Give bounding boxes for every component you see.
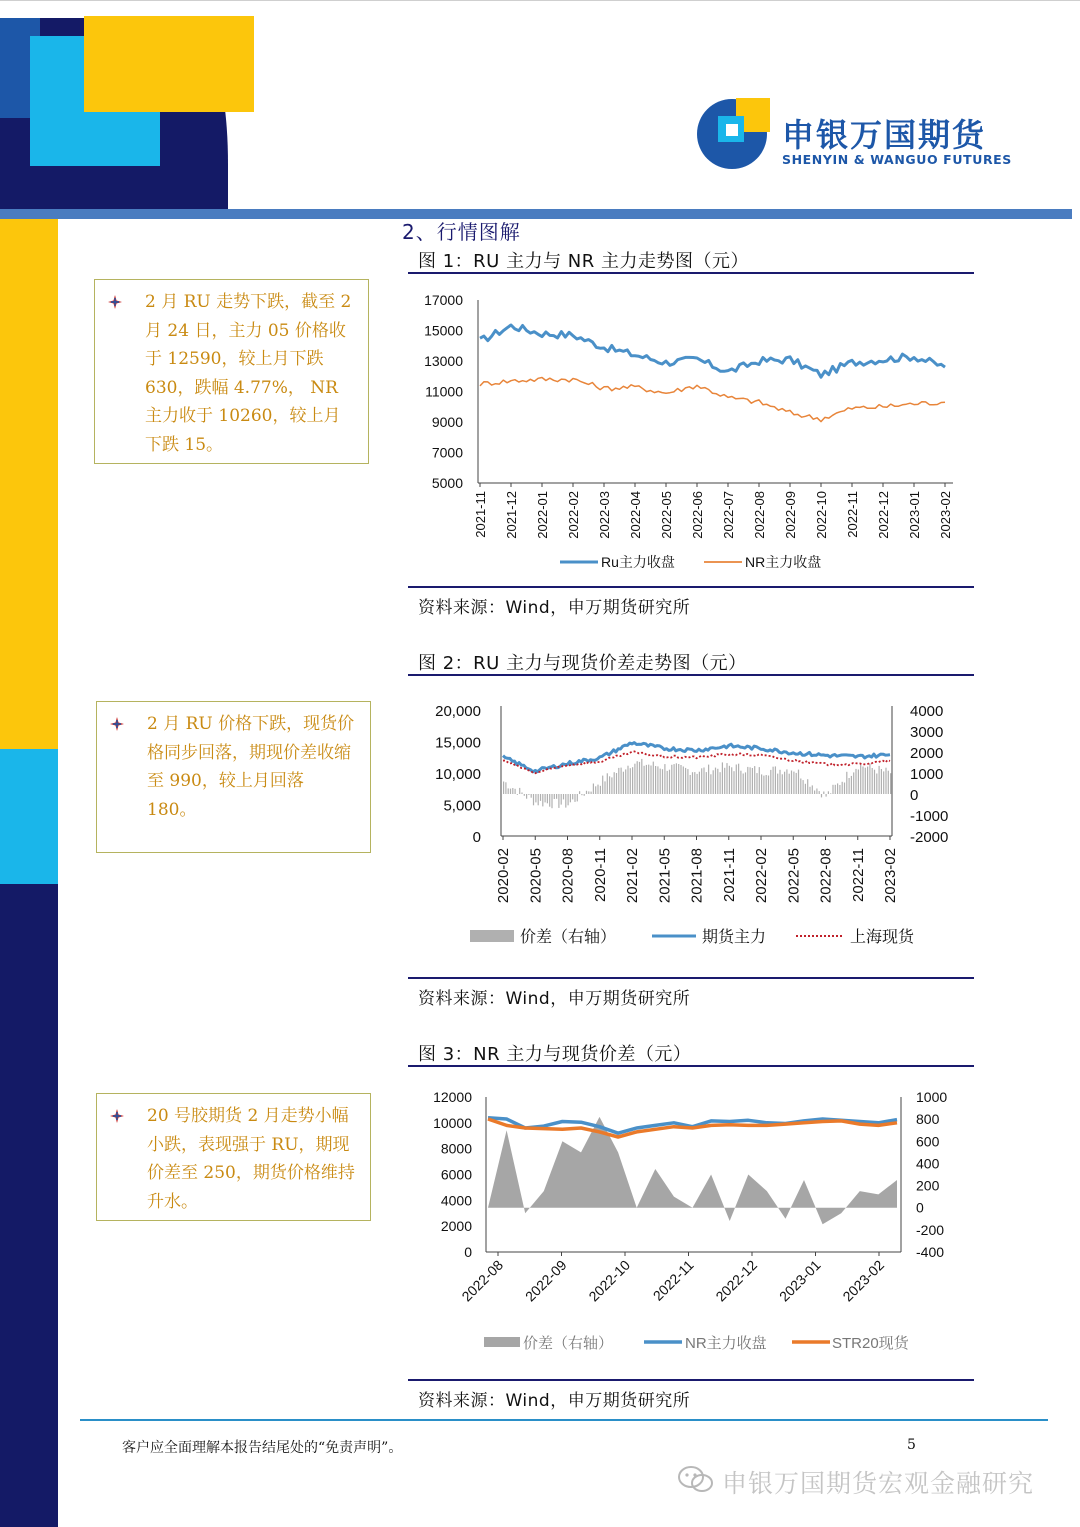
spread-bar <box>588 791 589 794</box>
y2-tick-label: 200 <box>916 1177 940 1194</box>
callout-1 <box>94 279 369 464</box>
y-tick-label: 17000 <box>424 292 463 308</box>
callout-1-text: 2 月 RU 走势下跌，截至 2 月 24 日，主力 05 价格收于 12590，较上月下跌 630，跌幅 4.77%， NR 主力收于 10260，较上月下跌 15。 <box>145 292 352 455</box>
spread-bar <box>595 786 596 794</box>
legend-label-spot: 上海现货 <box>850 929 915 946</box>
header-decoration <box>0 0 260 210</box>
spread-bar <box>662 769 663 794</box>
figure-3-source: 资料来源：Wind，申万期货研究所 <box>418 1391 691 1411</box>
x-tick-label: 2022-12 <box>712 1256 761 1305</box>
spread-bar <box>680 765 681 794</box>
spread-bar <box>724 768 725 794</box>
legend-label-futures: 期货主力 <box>702 929 767 946</box>
spread-bar <box>627 766 628 794</box>
spread-bar <box>883 771 884 794</box>
callout-3 <box>96 1093 371 1221</box>
spread-bar <box>763 776 764 794</box>
x-tick-label: 2021-12 <box>504 491 519 539</box>
spread-bar <box>570 794 571 802</box>
y2-tick-label: 800 <box>916 1111 940 1128</box>
spread-bar <box>579 791 580 794</box>
spread-bar <box>703 768 704 795</box>
spread-bar <box>779 770 780 794</box>
figure-2-chart <box>408 690 974 960</box>
y-tick-label: 15,000 <box>435 734 481 752</box>
spread-bar <box>572 794 573 799</box>
y2-tick-label: 0 <box>916 1199 924 1216</box>
spread-bar <box>669 770 670 794</box>
spread-bar <box>614 772 615 794</box>
spread-bar <box>600 786 601 794</box>
spread-bar <box>784 772 785 794</box>
y-tick-label: 12000 <box>433 1089 472 1105</box>
spread-bar <box>524 794 525 796</box>
spread-bar <box>782 774 783 794</box>
y-tick-label: 0 <box>472 829 481 846</box>
spread-bar <box>869 763 870 794</box>
spread-bar <box>542 794 543 806</box>
spread-bar <box>531 794 532 798</box>
spread-bar <box>807 779 808 794</box>
spread-bar <box>611 777 612 794</box>
spread-bar <box>676 763 677 794</box>
x-tick-label: 2023-02 <box>839 1256 888 1305</box>
spread-bar <box>706 772 707 794</box>
spread-bar <box>568 794 569 805</box>
spread-bar <box>556 794 557 799</box>
figure-1-source: 资料来源：Wind，申万期货研究所 <box>418 598 691 618</box>
legend-label-nr: NR主力收盘 <box>745 554 822 570</box>
spread-bar <box>674 764 675 794</box>
legend-label-str20: STR20现货 <box>832 1335 909 1352</box>
y-tick-label: 13000 <box>424 353 463 369</box>
spread-bar <box>872 768 873 794</box>
spread-bar <box>800 779 801 795</box>
x-tick-label: 2021-08 <box>688 848 706 904</box>
spread-bar <box>634 764 635 794</box>
spread-bar <box>793 772 794 794</box>
x-tick-label: 2023-02 <box>938 491 953 539</box>
legend-label-nr: NR主力收盘 <box>685 1335 767 1352</box>
spread-bar <box>547 794 548 803</box>
x-tick-label: 2022-11 <box>849 848 867 902</box>
figure-2-bottom-rule <box>408 977 974 979</box>
figure-1-bottom-rule <box>408 586 974 588</box>
spread-bar <box>632 767 633 794</box>
x-tick-label: 2022-08 <box>752 491 767 539</box>
spread-bar <box>701 768 702 794</box>
spread-bar <box>533 794 534 805</box>
x-tick-label: 2022-10 <box>814 491 829 539</box>
x-tick-label: 2022-09 <box>521 1256 570 1305</box>
spread-bar <box>558 794 559 808</box>
x-tick-label: 2022-11 <box>649 1256 697 1304</box>
figure-3-top-rule <box>408 1065 974 1067</box>
spread-bar <box>745 772 746 794</box>
spread-bar <box>759 767 760 794</box>
spread-bar <box>554 794 555 799</box>
spread-bar <box>512 788 513 794</box>
spread-bar <box>713 770 714 794</box>
spread-bar <box>586 791 587 794</box>
spread-bar <box>593 784 594 795</box>
spread-bar <box>621 768 622 794</box>
spread-bar <box>597 785 598 794</box>
x-tick-label: 2023-01 <box>775 1256 824 1305</box>
spread-bar <box>752 768 753 794</box>
spread-bar <box>565 794 566 808</box>
spread-bar <box>853 772 854 794</box>
spread-bar <box>736 765 737 795</box>
spread-bar <box>517 794 518 795</box>
x-tick-label: 2022-12 <box>876 491 891 539</box>
spread-bar <box>809 787 810 794</box>
spread-bar <box>888 771 889 794</box>
spread-bar <box>879 766 880 794</box>
spread-bar <box>545 794 546 802</box>
spread-bar <box>750 767 751 794</box>
spread-bar <box>667 771 668 794</box>
x-tick-label: 2020-11 <box>591 848 609 902</box>
spread-bar <box>561 794 562 805</box>
spread-bar <box>821 794 822 797</box>
spread-bar <box>664 764 665 794</box>
legend-swatch-spread <box>470 930 514 942</box>
spread-bar <box>798 770 799 794</box>
spread-bar <box>865 768 866 794</box>
y2-tick-label: 4000 <box>910 703 944 720</box>
spread-bar <box>832 785 833 794</box>
spread-bar <box>591 792 592 794</box>
figure-1-chart <box>408 280 974 580</box>
spread-bar <box>618 768 619 794</box>
legend-label-spread: 价差（右轴） <box>523 1335 614 1352</box>
spread-bar <box>830 793 831 794</box>
callout-2-text: 2 月 RU 价格下跌，现货价格同步回落，期现价差收缩至 990，较上月回落 180。 <box>147 714 355 820</box>
spread-bar <box>754 766 755 794</box>
spread-bar <box>708 765 709 794</box>
legend-label-spread: 价差（右轴） <box>520 929 617 946</box>
spread-bar <box>803 780 804 794</box>
spread-bar <box>777 774 778 794</box>
y2-tick-label: -200 <box>916 1221 945 1238</box>
x-tick-label: 2022-08 <box>817 848 835 904</box>
x-tick-label: 2021-11 <box>473 491 488 538</box>
spread-bar <box>685 768 686 794</box>
y2-tick-label: 1000 <box>916 1089 948 1105</box>
spread-bar <box>733 771 734 794</box>
y-tick-label: 11000 <box>425 383 463 400</box>
spread-bar <box>826 794 827 797</box>
spread-bar <box>722 762 723 794</box>
spread-bar <box>584 794 585 796</box>
spread-bar <box>607 773 608 794</box>
logo <box>696 96 1012 176</box>
y2-tick-label: 0 <box>910 787 919 804</box>
spread-bar <box>858 770 859 795</box>
y-tick-label: 5000 <box>431 475 463 491</box>
spread-bar <box>726 763 727 794</box>
x-tick-label: 2022-08 <box>458 1256 507 1305</box>
spread-bar <box>846 772 847 794</box>
spread-bar <box>814 791 815 795</box>
y-tick-label: 20,000 <box>435 703 481 720</box>
left-stripe <box>0 219 58 1527</box>
y-tick-label: 2000 <box>440 1218 472 1235</box>
x-tick-label: 2022-02 <box>753 848 770 904</box>
spread-bar <box>812 785 813 794</box>
header-shapes <box>0 0 260 210</box>
spread-bar <box>683 767 684 795</box>
spread-bar <box>671 765 672 794</box>
spread-bar <box>789 774 790 794</box>
spread-bar <box>581 794 582 795</box>
spread-bar <box>653 762 654 794</box>
x-tick-label: 2022-05 <box>659 491 674 539</box>
spread-bar <box>839 785 840 794</box>
x-tick-label: 2020-05 <box>527 848 545 904</box>
footer-rule <box>80 1419 1048 1421</box>
bullet-icon <box>107 294 123 310</box>
spread-bar <box>851 776 852 794</box>
spread-bar <box>657 766 658 794</box>
spread-bar <box>828 791 829 794</box>
x-tick-label: 2020-08 <box>559 848 577 904</box>
spread-bar <box>740 771 741 794</box>
spread-bar <box>770 770 771 794</box>
spread-bar <box>650 766 651 795</box>
spread-bar <box>623 772 624 794</box>
spread-bar <box>515 789 516 794</box>
spread-bar <box>756 773 757 794</box>
series-line-str20 <box>488 1119 897 1137</box>
spread-bar <box>549 794 550 807</box>
spread-bar <box>823 792 824 795</box>
spread-bar <box>574 794 575 802</box>
brand-name-en: SHENYIN & WANGUO FUTURES <box>782 152 1012 167</box>
x-tick-label: 2022-03 <box>597 491 612 539</box>
spread-bar <box>844 783 845 795</box>
brand-name-cn: 申银万国期货 <box>782 116 987 154</box>
figure-3-chart <box>408 1080 974 1370</box>
y-tick-label: 4000 <box>440 1192 472 1209</box>
spread-bar <box>796 773 797 794</box>
spread-bar <box>731 767 732 794</box>
footer-disclaimer: 客户应全面理解本报告结尾处的“免责声明”。 <box>122 1440 403 1456</box>
spread-bar <box>616 773 617 794</box>
spread-bar <box>786 769 787 794</box>
x-tick-label: 2022-02 <box>566 491 581 539</box>
x-tick-label: 2023-02 <box>882 848 899 904</box>
callout-2 <box>96 701 371 853</box>
figure-2-title: 图 2：RU 主力与现货价差走势图（元） <box>418 653 747 674</box>
spread-bar <box>577 794 578 801</box>
legend-label-ru: Ru主力收盘 <box>601 554 675 570</box>
spread-bar <box>563 794 564 799</box>
spread-bar <box>646 765 647 794</box>
x-tick-label: 2022-06 <box>690 491 705 539</box>
spread-bar <box>697 774 698 794</box>
callout-3-text: 20 号胶期货 2 月走势小幅小跌，表现强于 RU，期现价差至 250，期货价格维持升水。 <box>147 1106 355 1212</box>
series-line-ru <box>480 325 945 377</box>
spread-bar <box>775 766 776 794</box>
spread-bar <box>743 774 744 795</box>
spread-bar <box>747 767 748 794</box>
spread-bar <box>694 772 695 794</box>
spread-bar <box>768 776 769 795</box>
spread-bar <box>655 766 656 794</box>
spread-bar <box>690 775 691 794</box>
spread-bar <box>860 764 861 794</box>
spread-bar <box>842 782 843 794</box>
spread-bar <box>528 794 529 795</box>
spread-bar <box>535 794 536 802</box>
spread-bar <box>639 762 640 794</box>
spread-bar <box>766 775 767 794</box>
spread-bar <box>540 794 541 801</box>
spread-bar <box>521 793 522 795</box>
series-line-nr <box>480 378 945 422</box>
spread-bar <box>890 773 891 794</box>
y-tick-label: 15000 <box>424 322 463 339</box>
y-tick-label: 7000 <box>431 444 463 461</box>
watermark-text: 申银万国期货宏观金融研究 <box>722 1469 1035 1498</box>
spread-bar <box>526 794 527 799</box>
spread-bar <box>710 774 711 794</box>
spread-bar <box>648 765 649 794</box>
y2-tick-label: -1000 <box>910 808 949 825</box>
spread-bar <box>551 794 552 808</box>
spread-bar <box>720 772 721 794</box>
spread-bar <box>505 782 506 794</box>
spread-bar <box>625 769 626 794</box>
spread-bar <box>503 782 504 795</box>
spread-bar <box>837 783 838 794</box>
wechat-icon <box>676 1464 716 1496</box>
x-tick-label: 2022-07 <box>721 491 736 539</box>
y2-tick-label: 3000 <box>910 724 944 741</box>
x-tick-label: 2022-09 <box>783 491 798 539</box>
x-tick-label: 2022-10 <box>585 1256 634 1305</box>
y2-tick-label: -2000 <box>910 829 949 846</box>
spread-bar <box>538 794 539 805</box>
y2-tick-label: -400 <box>916 1244 945 1260</box>
spread-bar <box>855 769 856 794</box>
y2-tick-label: 600 <box>916 1133 940 1150</box>
spread-bar <box>519 788 520 794</box>
x-tick-label: 2020-02 <box>495 848 512 904</box>
figure-2-source: 资料来源：Wind，申万期货研究所 <box>418 989 691 1009</box>
bullet-icon <box>109 716 125 732</box>
x-tick-label: 2022-01 <box>535 491 550 539</box>
spread-bar <box>715 768 716 794</box>
x-tick-label: 2022-05 <box>785 848 803 904</box>
y2-tick-label: 400 <box>916 1155 940 1172</box>
spread-bar <box>729 766 730 794</box>
spread-bar <box>862 767 863 795</box>
bullet-icon <box>109 1108 125 1124</box>
spread-bar <box>630 768 631 794</box>
spread-bar <box>881 769 882 794</box>
spread-bar <box>641 759 642 794</box>
page-number: 5 <box>907 1437 916 1453</box>
spread-bar <box>609 776 610 794</box>
spread-bar <box>805 784 806 794</box>
spread-bar <box>660 769 661 794</box>
x-tick-label: 2022-11 <box>845 491 860 538</box>
spread-bar <box>508 788 509 794</box>
spread-bar <box>687 769 688 794</box>
spread-bar <box>604 781 605 794</box>
y-tick-label: 6000 <box>440 1166 472 1183</box>
x-tick-label: 2022-04 <box>628 491 643 539</box>
spread-bar <box>602 776 603 794</box>
spread-bar <box>761 774 762 794</box>
wechat-watermark <box>676 1462 1056 1498</box>
figure-3-title: 图 3：NR 主力与现货价差（元） <box>418 1044 692 1065</box>
spread-bar <box>876 774 877 795</box>
legend-swatch-spread <box>484 1337 520 1347</box>
spread-bar <box>738 764 739 794</box>
spread-bar <box>791 771 792 795</box>
x-tick-label: 2021-05 <box>656 848 674 904</box>
spread-bar <box>510 789 511 794</box>
spread-bar <box>637 761 638 794</box>
spread-bar <box>849 778 850 794</box>
spread-bar <box>867 767 868 794</box>
section-title: 2、行情图解 <box>402 220 521 244</box>
spread-bar <box>699 772 700 794</box>
top-line <box>0 0 1080 1</box>
spread-bar <box>874 770 875 794</box>
x-tick-label: 2021-02 <box>624 848 641 904</box>
x-tick-label: 2021-11 <box>720 848 738 902</box>
spread-bar <box>773 767 774 794</box>
y-tick-label: 8000 <box>440 1140 472 1157</box>
x-tick-label: 2023-01 <box>907 491 922 539</box>
y-tick-label: 9000 <box>431 414 463 430</box>
spread-bar <box>835 785 836 794</box>
y-tick-label: 10,000 <box>435 766 481 783</box>
spread-bar <box>678 764 679 794</box>
y-tick-label: 0 <box>464 1244 472 1260</box>
spread-area <box>488 1117 897 1224</box>
spread-bar <box>885 768 886 794</box>
spread-bar <box>644 766 645 794</box>
y2-tick-label: 2000 <box>910 745 944 762</box>
figure-2-top-rule <box>408 674 974 676</box>
spread-bar <box>816 789 817 795</box>
y-tick-label: 5,000 <box>443 797 481 815</box>
y-tick-label: 10000 <box>433 1114 472 1131</box>
spread-bar <box>819 791 820 794</box>
spread-bar <box>717 769 718 794</box>
figure-1-title: 图 1：RU 主力与 NR 主力走势图（元） <box>418 251 749 272</box>
logo-mark-icon <box>696 96 776 176</box>
figure-3-bottom-rule <box>408 1379 974 1381</box>
header-band <box>0 209 1072 219</box>
figure-1-top-rule <box>408 272 974 274</box>
spread-bar <box>692 772 693 794</box>
y2-tick-label: 1000 <box>910 766 944 783</box>
